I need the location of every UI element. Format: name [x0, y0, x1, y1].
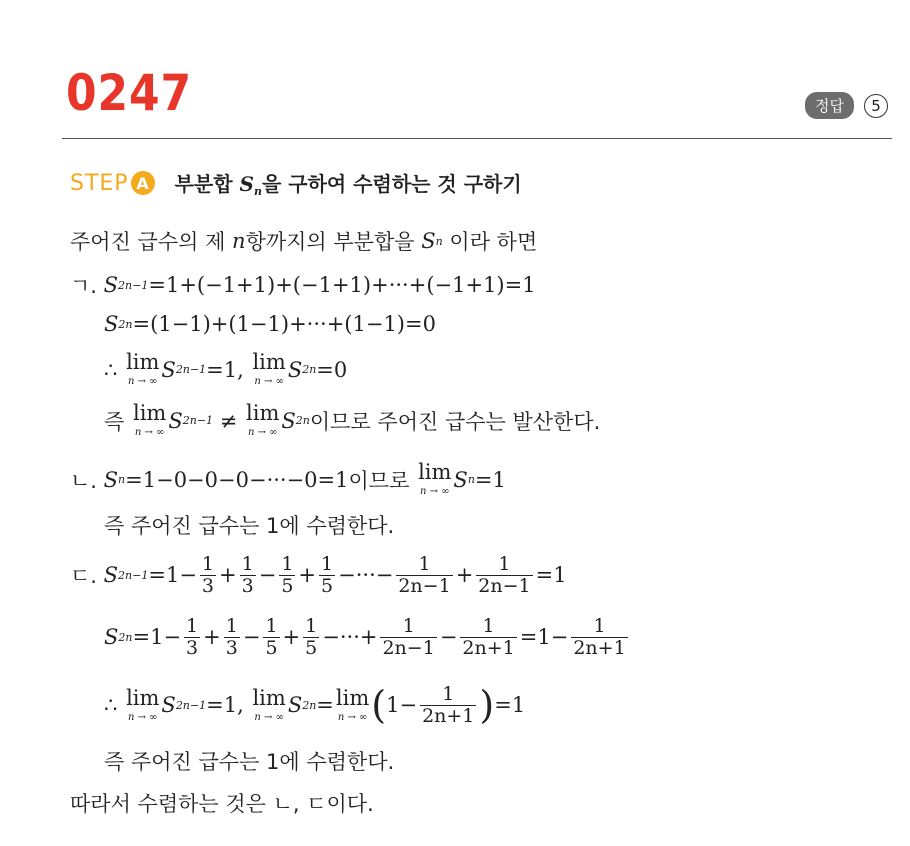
item3-conclusion: 즉 주어진 급수는 1에 수렴한다. — [104, 750, 395, 774]
fraction: $\frac{1}{2n+1}$ — [573, 615, 626, 659]
fraction: $\frac{1}{2n-1}$ — [398, 553, 451, 597]
item2-line1: ㄴ. S n =1−0−0−0−···−0=1 이므로 lim n → ∞ S n =1 — [70, 460, 506, 497]
fraction: $\frac{1}{2n-1}$ — [478, 553, 531, 597]
left-paren: ( — [371, 683, 387, 728]
fraction: $\frac{1}{5}$ — [321, 553, 334, 597]
fraction: $\frac{1}{3}$ — [241, 553, 254, 597]
limit-operator: lim n → ∞ — [132, 401, 167, 438]
item-label: ㄷ. — [70, 564, 97, 589]
intro-line: 주어진 급수의 제 n 항까지의 부분합을 S n 이라 하면 — [70, 229, 538, 254]
limit-operator: lim n → ∞ — [252, 350, 286, 387]
fraction: $\frac{1}{5}$ — [265, 615, 278, 659]
limit-operator: lim n → ∞ — [126, 350, 160, 387]
fraction: $\frac{1}{2n-1}$ — [382, 615, 435, 659]
step-letter-badge: A — [131, 171, 155, 195]
limit-operator: lim n → ∞ — [246, 401, 280, 438]
item1-line4: 즉 lim n → ∞ S 2n−1 ≠ lim n → ∞ S 2n 이므로 주어진 급수는 발산한다. — [104, 401, 601, 438]
problem-number: 0247 — [66, 64, 192, 122]
answer-badge: 정답 — [805, 92, 854, 119]
limit-operator: lim n → ∞ — [252, 685, 286, 723]
fraction: $\frac{1}{3}$ — [225, 615, 238, 659]
fraction: $\frac{1}{3}$ — [186, 615, 199, 659]
item1-line1: ㄱ. S 2n−1 =1+(−1+1)+(−1+1)+···+(−1+1)=1 — [70, 270, 536, 300]
limit-operator: lim n → ∞ — [126, 685, 160, 723]
item3-line2: S 2n =1− $\frac{1}{3}$ + $\frac{1}{3}$ − $\frac{1}{5}$ + $\frac{1}{5}$ −···+ $\frac{1}{2n-1}$ − $\frac{1}{2n+1}$ =1− $\frac{1}{2n+1}$ — [104, 615, 626, 659]
fraction: $\frac{1}{5}$ — [305, 615, 318, 659]
fraction: $\frac{1}{2n+1}$ — [462, 615, 515, 659]
step-heading — [70, 168, 522, 198]
answer-box — [805, 92, 888, 119]
answer-choice-circle: 5 — [864, 94, 888, 118]
step-label: STEP — [70, 170, 129, 196]
item2-conclusion: 즉 주어진 급수는 1에 수렴한다. — [104, 514, 395, 538]
item1-line3: ∴ lim n → ∞ S 2n−1 =1, lim n → ∞ S 2n =0 — [104, 350, 348, 387]
item-label: ㄴ. — [70, 468, 97, 493]
right-paren: ) — [479, 683, 495, 728]
final-conclusion: 따라서 수렴하는 것은 ㄴ, ㄷ이다. — [70, 792, 374, 816]
item-label: ㄱ. — [70, 274, 97, 298]
limit-operator: lim n → ∞ — [418, 460, 452, 497]
step-title: 부분합 $S_n$을 구하여 수렴하는 것 구하기 — [174, 172, 522, 198]
header-divider — [62, 138, 892, 139]
fraction: $\frac{1}{5}$ — [281, 553, 294, 597]
item3-line3: ∴ lim n → ∞ S 2n−1 =1, lim n → ∞ S 2n = lim n → ∞ ( 1− $\frac{1}{2n+1}$ ) =1 — [104, 683, 526, 728]
limit-operator: lim n → ∞ — [335, 685, 370, 723]
fraction: $\frac{1}{2n+1}$ — [422, 683, 475, 727]
item3-line1: ㄷ. S 2n−1 =1− $\frac{1}{3}$ + $\frac{1}{3}$ − $\frac{1}{5}$ + $\frac{1}{5}$ −···− $\frac{1}{2n-1}$ + $\frac{1}{2n-1}$ =1 — [70, 553, 567, 597]
fraction: $\frac{1}{3}$ — [201, 553, 215, 597]
problem-header — [62, 62, 892, 142]
item1-line2: S 2n =(1−1)+(1−1)+···+(1−1)=0 — [104, 312, 436, 336]
